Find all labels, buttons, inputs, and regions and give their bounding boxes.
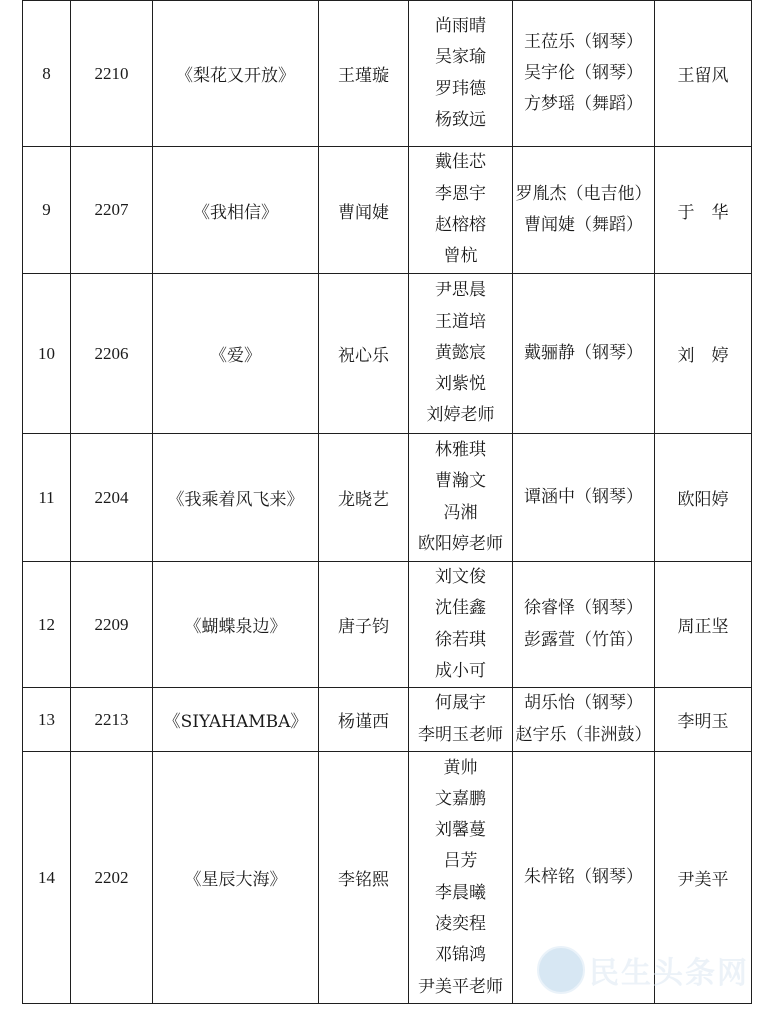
lead-performer: 王瑾璇	[319, 1, 409, 147]
row-number: 9	[23, 147, 71, 274]
accompaniment-list-entry: 罗胤杰（电吉他）	[515, 183, 652, 204]
accompaniment-list-entry: 谭涵中（钢琴）	[524, 486, 643, 507]
member-list-entry: 邓锦鸿	[435, 945, 486, 966]
member-list-entry: 曹瀚文	[435, 471, 486, 492]
lead-performer: 李铭熙	[319, 752, 409, 1004]
row-number: 12	[23, 562, 71, 688]
member-list-entry: 李恩宇	[435, 183, 486, 204]
accompaniment-list-entry: 朱梓铭（钢琴）	[524, 867, 643, 888]
instructor: 于 华	[655, 147, 752, 274]
row-number: 11	[23, 434, 71, 562]
roster-body	[23, 1, 752, 1004]
instructor: 刘 婷	[655, 274, 752, 434]
member-list-entry: 吕芳	[443, 851, 478, 872]
member-list	[409, 752, 513, 1004]
member-list-entry: 吴家瑜	[435, 47, 486, 68]
accompaniment-list-entry: 赵宇乐（非洲鼓）	[515, 724, 652, 745]
member-list-entry: 尹思晨	[435, 280, 486, 301]
song-title: 《星辰大海》	[153, 752, 319, 1004]
accompaniment-list	[513, 434, 655, 562]
row-number: 14	[23, 752, 71, 1004]
member-list-entry: 成小可	[435, 660, 486, 681]
row-number: 13	[23, 688, 71, 752]
song-title: 《我乘着风飞来》	[153, 434, 319, 562]
accompaniment-list	[513, 274, 655, 434]
song-title: 《SIYAHAMBA》	[153, 688, 319, 752]
table-row	[23, 1, 752, 147]
accompaniment-list-entry: 戴骊静（钢琴）	[524, 342, 643, 363]
entry-code: 2209	[71, 562, 153, 688]
lead-performer: 唐子钧	[319, 562, 409, 688]
accompaniment-list-entry: 徐睿怿（钢琴）	[524, 598, 643, 619]
entry-code: 2207	[71, 147, 153, 274]
member-list-entry: 文嘉鹏	[435, 788, 486, 809]
table-row	[23, 434, 752, 562]
table-row	[23, 562, 752, 688]
member-list-entry: 凌奕程	[435, 913, 486, 934]
accompaniment-list-entry: 彭露萱（竹笛）	[524, 629, 643, 650]
member-list-entry: 刘文俊	[435, 567, 486, 587]
member-list-entry: 杨致远	[435, 109, 486, 130]
accompaniment-list-entry: 吴宇伦（钢琴）	[524, 62, 643, 83]
member-list-entry: 尹美平老师	[418, 976, 503, 997]
accompaniment-list	[513, 147, 655, 274]
accompaniment-list	[513, 1, 655, 147]
instructor: 王留风	[655, 1, 752, 147]
entry-code: 2210	[71, 1, 153, 147]
member-list-entry: 刘馨蔓	[435, 820, 486, 841]
member-list-entry: 何晟宇	[435, 693, 486, 714]
member-list-entry: 王道培	[435, 311, 486, 332]
member-list-entry: 李晨曦	[435, 882, 486, 903]
song-title: 《爱》	[153, 274, 319, 434]
entry-code: 2204	[71, 434, 153, 562]
accompaniment-list	[513, 688, 655, 752]
accompaniment-list-entry: 王莅乐（钢琴）	[524, 31, 643, 52]
member-list-entry: 罗玮德	[435, 78, 486, 99]
member-list-entry: 刘婷老师	[426, 405, 495, 426]
accompaniment-list-entry: 曹闻婕（舞蹈）	[524, 215, 643, 235]
instructor: 李明玉	[655, 688, 752, 752]
accompaniment-list-entry: 胡乐怡（钢琴）	[524, 693, 643, 714]
row-number: 10	[23, 274, 71, 434]
member-list-entry: 沈佳鑫	[435, 598, 486, 619]
member-list-entry: 赵榕榕	[435, 215, 486, 235]
member-list-entry: 戴佳芯	[435, 152, 486, 173]
member-list-entry: 曾杭	[443, 246, 478, 267]
member-list-entry: 黄懿宸	[435, 342, 486, 363]
member-list	[409, 274, 513, 434]
member-list-entry: 林雅琪	[435, 439, 486, 460]
member-list-entry: 黄帅	[443, 757, 478, 778]
member-list	[409, 688, 513, 752]
member-list-entry: 李明玉老师	[418, 724, 503, 745]
lead-performer: 龙晓艺	[319, 434, 409, 562]
performance-roster-table	[22, 0, 752, 1004]
member-list	[409, 1, 513, 147]
accompaniment-list	[513, 562, 655, 688]
watermark-logo-icon	[537, 946, 585, 994]
member-list	[409, 562, 513, 688]
watermark	[537, 946, 749, 994]
member-list-entry: 尚雨晴	[435, 15, 486, 36]
lead-performer: 曹闻婕	[319, 147, 409, 274]
member-list-entry: 徐若琪	[435, 629, 486, 650]
accompaniment-list-entry: 方梦瑶（舞蹈）	[524, 94, 643, 115]
instructor: 欧阳婷	[655, 434, 752, 562]
member-list-entry: 冯湘	[443, 502, 478, 523]
entry-code: 2202	[71, 752, 153, 1004]
member-list	[409, 147, 513, 274]
row-number: 8	[23, 1, 71, 147]
member-list-entry: 欧阳婷老师	[418, 533, 503, 554]
entry-code: 2213	[71, 688, 153, 752]
song-title: 《梨花又开放》	[153, 1, 319, 147]
entry-code: 2206	[71, 274, 153, 434]
table-row	[23, 688, 752, 752]
instructor: 周正坚	[655, 562, 752, 688]
member-list	[409, 434, 513, 562]
song-title: 《我相信》	[153, 147, 319, 274]
watermark-text: 民生头条网	[589, 956, 749, 991]
table-row	[23, 147, 752, 274]
song-title: 《蝴蝶泉边》	[153, 562, 319, 688]
lead-performer: 杨谨西	[319, 688, 409, 752]
table-row	[23, 274, 752, 434]
member-list-entry: 刘紫悦	[435, 374, 486, 395]
instructor: 尹美平	[655, 752, 752, 1004]
lead-performer: 祝心乐	[319, 274, 409, 434]
